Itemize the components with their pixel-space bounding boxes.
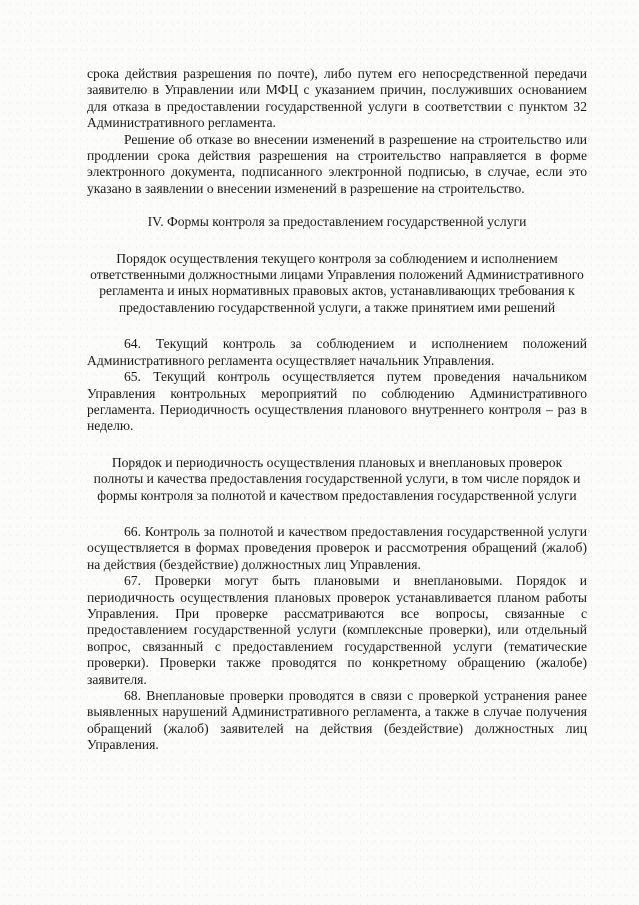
spacer xyxy=(87,435,587,455)
section-title: IV. Формы контроля за предоставлением государственной услуги xyxy=(147,214,527,230)
paragraph-intro: срока действия разрешения по почте), либо путем его непосредственной передачи заявителю в Управлении или МФЦ с указанием причин, послуживших основанием для отказа в предоставлении государственной услуги в соответствии с пунктом 32 Административного регламента. xyxy=(87,66,587,131)
spacer xyxy=(87,231,587,251)
paragraph-64: 64. Текущий контроль за соблюдением и исполнением положений Административного регламента осуществляет начальник Управления. xyxy=(87,336,587,368)
spacer xyxy=(87,197,587,214)
paragraph-67: 67. Проверки могут быть плановыми и внеплановыми. Порядок и периодичность осуществления плановых проверок устанавливается планом работы Управления. При проверке рассматриваются все вопросы, связанные с предоставлением государственной услуги (комплексные проверки), или отдельный вопрос, связанный с предоставлением государственной услуги (тематические проверки). Проверки также проводятся по конкретному обращению (жалобе) заявителя. xyxy=(87,573,587,687)
paragraph-68: 68. Внеплановые проверки проводятся в связи с проверкой устранения ранее выявленных нарушений Административного регламента, а также в случае получения обращений (жалоб) заявителей на действия (бездействие) должностных лиц Управления. xyxy=(87,688,587,753)
paragraph-65: 65. Текущий контроль осуществляется путем проведения начальником Управления контрольных мероприятий по соблюдению Административного регламента. Периодичность осуществления планового внутреннего контроля – раз в неделю. xyxy=(87,369,587,434)
spacer xyxy=(87,316,587,336)
document-body xyxy=(87,66,587,754)
spacer xyxy=(87,504,587,524)
paragraph-refusal: Решение об отказе во внесении изменений в разрешение на строительство или продлении срока действия разрешения на строительство направляется в форме электронного документа, подписанного электронной подписью, в случае, если это указано в заявлении о внесении изменений в разрешение на строительство. xyxy=(87,131,587,196)
subheading-inspections: Порядок и периодичность осуществления плановых и внеплановых проверок полноты и качества предоставления государственной услуги, в том числе порядок и формы контроля за полнотой и качеством предоставления государственной услуги xyxy=(93,454,581,503)
subheading-current-control: Порядок осуществления текущего контроля за соблюдением и исполнением ответственными должностными лицами Управления положений Административного регламента и иных нормативных правовых актов, устанавливающих требования к предоставлению государственной услуги, а также принятием ими решений xyxy=(90,250,584,315)
paragraph-66: 66. Контроль за полнотой и качеством предоставления государственной услуги осуществляется в формах проведения проверок и рассмотрения обращений (жалоб) на действия (бездействие) должностных лиц Управления. xyxy=(87,523,587,572)
